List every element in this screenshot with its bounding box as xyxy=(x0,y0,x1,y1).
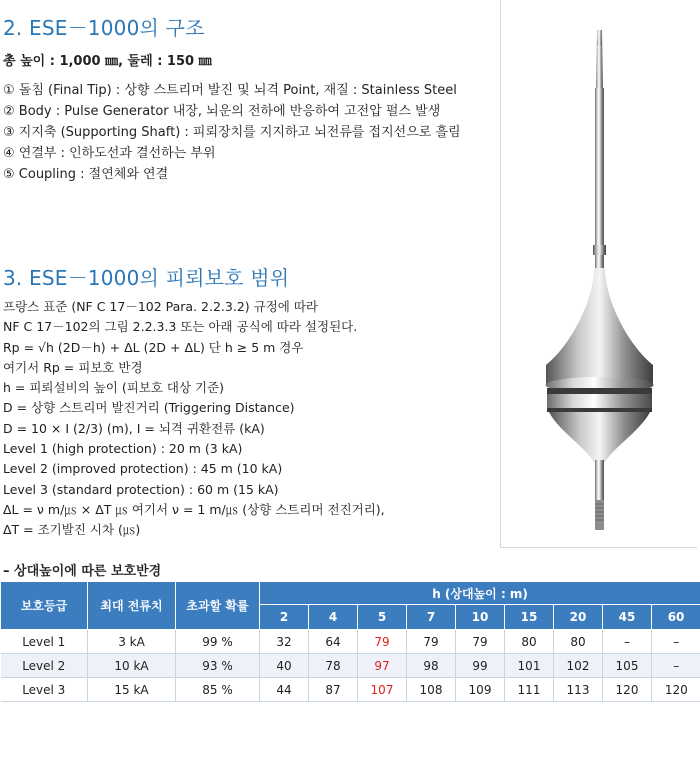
cell-level: Level 2 xyxy=(1,654,88,678)
cell-probability: 85 % xyxy=(176,678,260,702)
cell-value: 105 xyxy=(603,654,652,678)
cell-value: 120 xyxy=(603,678,652,702)
cell-value: 108 xyxy=(407,678,456,702)
table-row xyxy=(1,654,700,678)
protection-line: ΔT = 조기발진 시차 (㎲) xyxy=(3,522,141,538)
protection-line: D = 상향 스트리머 발진거리 (Triggering Distance) xyxy=(3,400,295,416)
header-h-value: 45 xyxy=(603,605,652,630)
body-band xyxy=(547,388,652,394)
cell-level: Level 1 xyxy=(1,630,88,654)
protection-line: Level 3 (standard protection) : 60 m (15 kA) xyxy=(3,481,279,497)
cell-value-highlight: 107 xyxy=(358,678,407,702)
section-title-structure: 2. ESE－1000의 구조 xyxy=(3,16,205,40)
cell-value: – xyxy=(603,630,652,654)
structure-item: ⑤ Coupling : 절연체와 연결 xyxy=(3,167,169,182)
header-current: 최대 전류치 xyxy=(88,582,176,630)
cell-value: 98 xyxy=(407,654,456,678)
cell-value: 80 xyxy=(554,630,603,654)
header-height: h (상대높이 : m) xyxy=(260,582,700,605)
cell-value: 102 xyxy=(554,654,603,678)
protection-line: 프랑스 표준 (NF C 17－102 Para. 2.2.3.2) 규정에 따라 xyxy=(3,299,318,314)
header-level: 보호등급 xyxy=(1,582,88,630)
cell-value: 78 xyxy=(309,654,358,678)
section-title-protection-range: 3. ESE－1000의 피뢰보호 범위 xyxy=(3,266,290,290)
header-h-value: 20 xyxy=(554,605,603,630)
header-h-value: 60 xyxy=(652,605,700,630)
cell-value: 80 xyxy=(505,630,554,654)
protection-line: D = 10 × I (2/3) (m), I = 뇌격 귀환전류 (kA) xyxy=(3,420,265,436)
cell-value: – xyxy=(652,654,700,678)
cell-level: Level 3 xyxy=(1,678,88,702)
header-probability: 초과할 확률 xyxy=(176,582,260,630)
header-h-value: 5 xyxy=(358,605,407,630)
cell-value: 120 xyxy=(652,678,700,702)
cell-value: 109 xyxy=(456,678,505,702)
table-row xyxy=(1,678,700,702)
upper-shaft xyxy=(595,88,604,268)
protection-line: h = 피뢰설비의 높이 (피보호 대상 기준) xyxy=(3,380,225,396)
structure-item: ④ 연결부 : 인하도선과 결선하는 부위 xyxy=(3,146,216,161)
header-h-value: 15 xyxy=(505,605,554,630)
cell-value: 79 xyxy=(456,630,505,654)
structure-item: ③ 지지축 (Supporting Shaft) : 피뢰장치를 지지하고 뇌전류를 접지선으로 흘림 xyxy=(3,125,461,140)
cell-value: 87 xyxy=(309,678,358,702)
cell-value: 113 xyxy=(554,678,603,702)
protection-line: NF C 17－102의 그림 2.2.3.3 또는 아래 공식에 따라 설정된다. xyxy=(3,319,358,335)
cell-probability: 99 % xyxy=(176,630,260,654)
header-h-value: 2 xyxy=(260,605,309,630)
cell-probability: 93 % xyxy=(176,654,260,678)
header-h-value: 10 xyxy=(456,605,505,630)
protection-text-block xyxy=(3,297,385,541)
dimensions-text: 총 높이 : 1,000 ㎜, 둘레 : 150 ㎜ xyxy=(3,54,212,69)
cell-value-highlight: 97 xyxy=(358,654,407,678)
cell-value: 99 xyxy=(456,654,505,678)
header-h-value: 4 xyxy=(309,605,358,630)
header-h-value: 7 xyxy=(407,605,456,630)
cell-current: 3 kA xyxy=(88,630,176,654)
protection-radius-table xyxy=(0,581,700,702)
cell-current: 15 kA xyxy=(88,678,176,702)
cell-value: 64 xyxy=(309,630,358,654)
cell-value: 44 xyxy=(260,678,309,702)
body-upper-cone xyxy=(546,268,653,385)
table-row xyxy=(1,630,700,654)
structure-item: ① 돌침 (Final Tip) : 상향 스트리머 발진 및 뇌격 Point, 재질 : Stainless Steel xyxy=(3,83,457,98)
body-lower-cone xyxy=(549,412,650,462)
cell-value: 79 xyxy=(407,630,456,654)
cell-value: – xyxy=(652,630,700,654)
lightning-rod-illustration xyxy=(501,0,698,548)
cell-current: 10 kA xyxy=(88,654,176,678)
protection-line: Level 1 (high protection) : 20 m (3 kA) xyxy=(3,441,243,457)
protection-line: ΔL = ν m/㎲ × ΔT ㎲ 여기서 ν = 1 m/㎲ (상향 스트리머 전진거리), xyxy=(3,501,385,517)
structure-list xyxy=(3,80,461,185)
protection-line: 여기서 Rp = 피보호 반경 xyxy=(3,359,143,375)
protection-line: Level 2 (improved protection) : 45 m (10 kA) xyxy=(3,461,283,477)
table-title: – 상대높이에 따른 보호반경 xyxy=(3,564,162,579)
product-photo xyxy=(500,0,697,548)
cell-value-highlight: 79 xyxy=(358,630,407,654)
structure-item: ② Body : Pulse Generator 내장, 뇌운의 전하에 반응하여 고전압 펄스 발생 xyxy=(3,104,441,119)
cell-value: 111 xyxy=(505,678,554,702)
protection-line: Rp = √h (2D－h) + ΔL (2D + ΔL) 단 h ≥ 5 m 경우 xyxy=(3,339,304,355)
cell-value: 40 xyxy=(260,654,309,678)
cell-value: 101 xyxy=(505,654,554,678)
cell-value: 32 xyxy=(260,630,309,654)
